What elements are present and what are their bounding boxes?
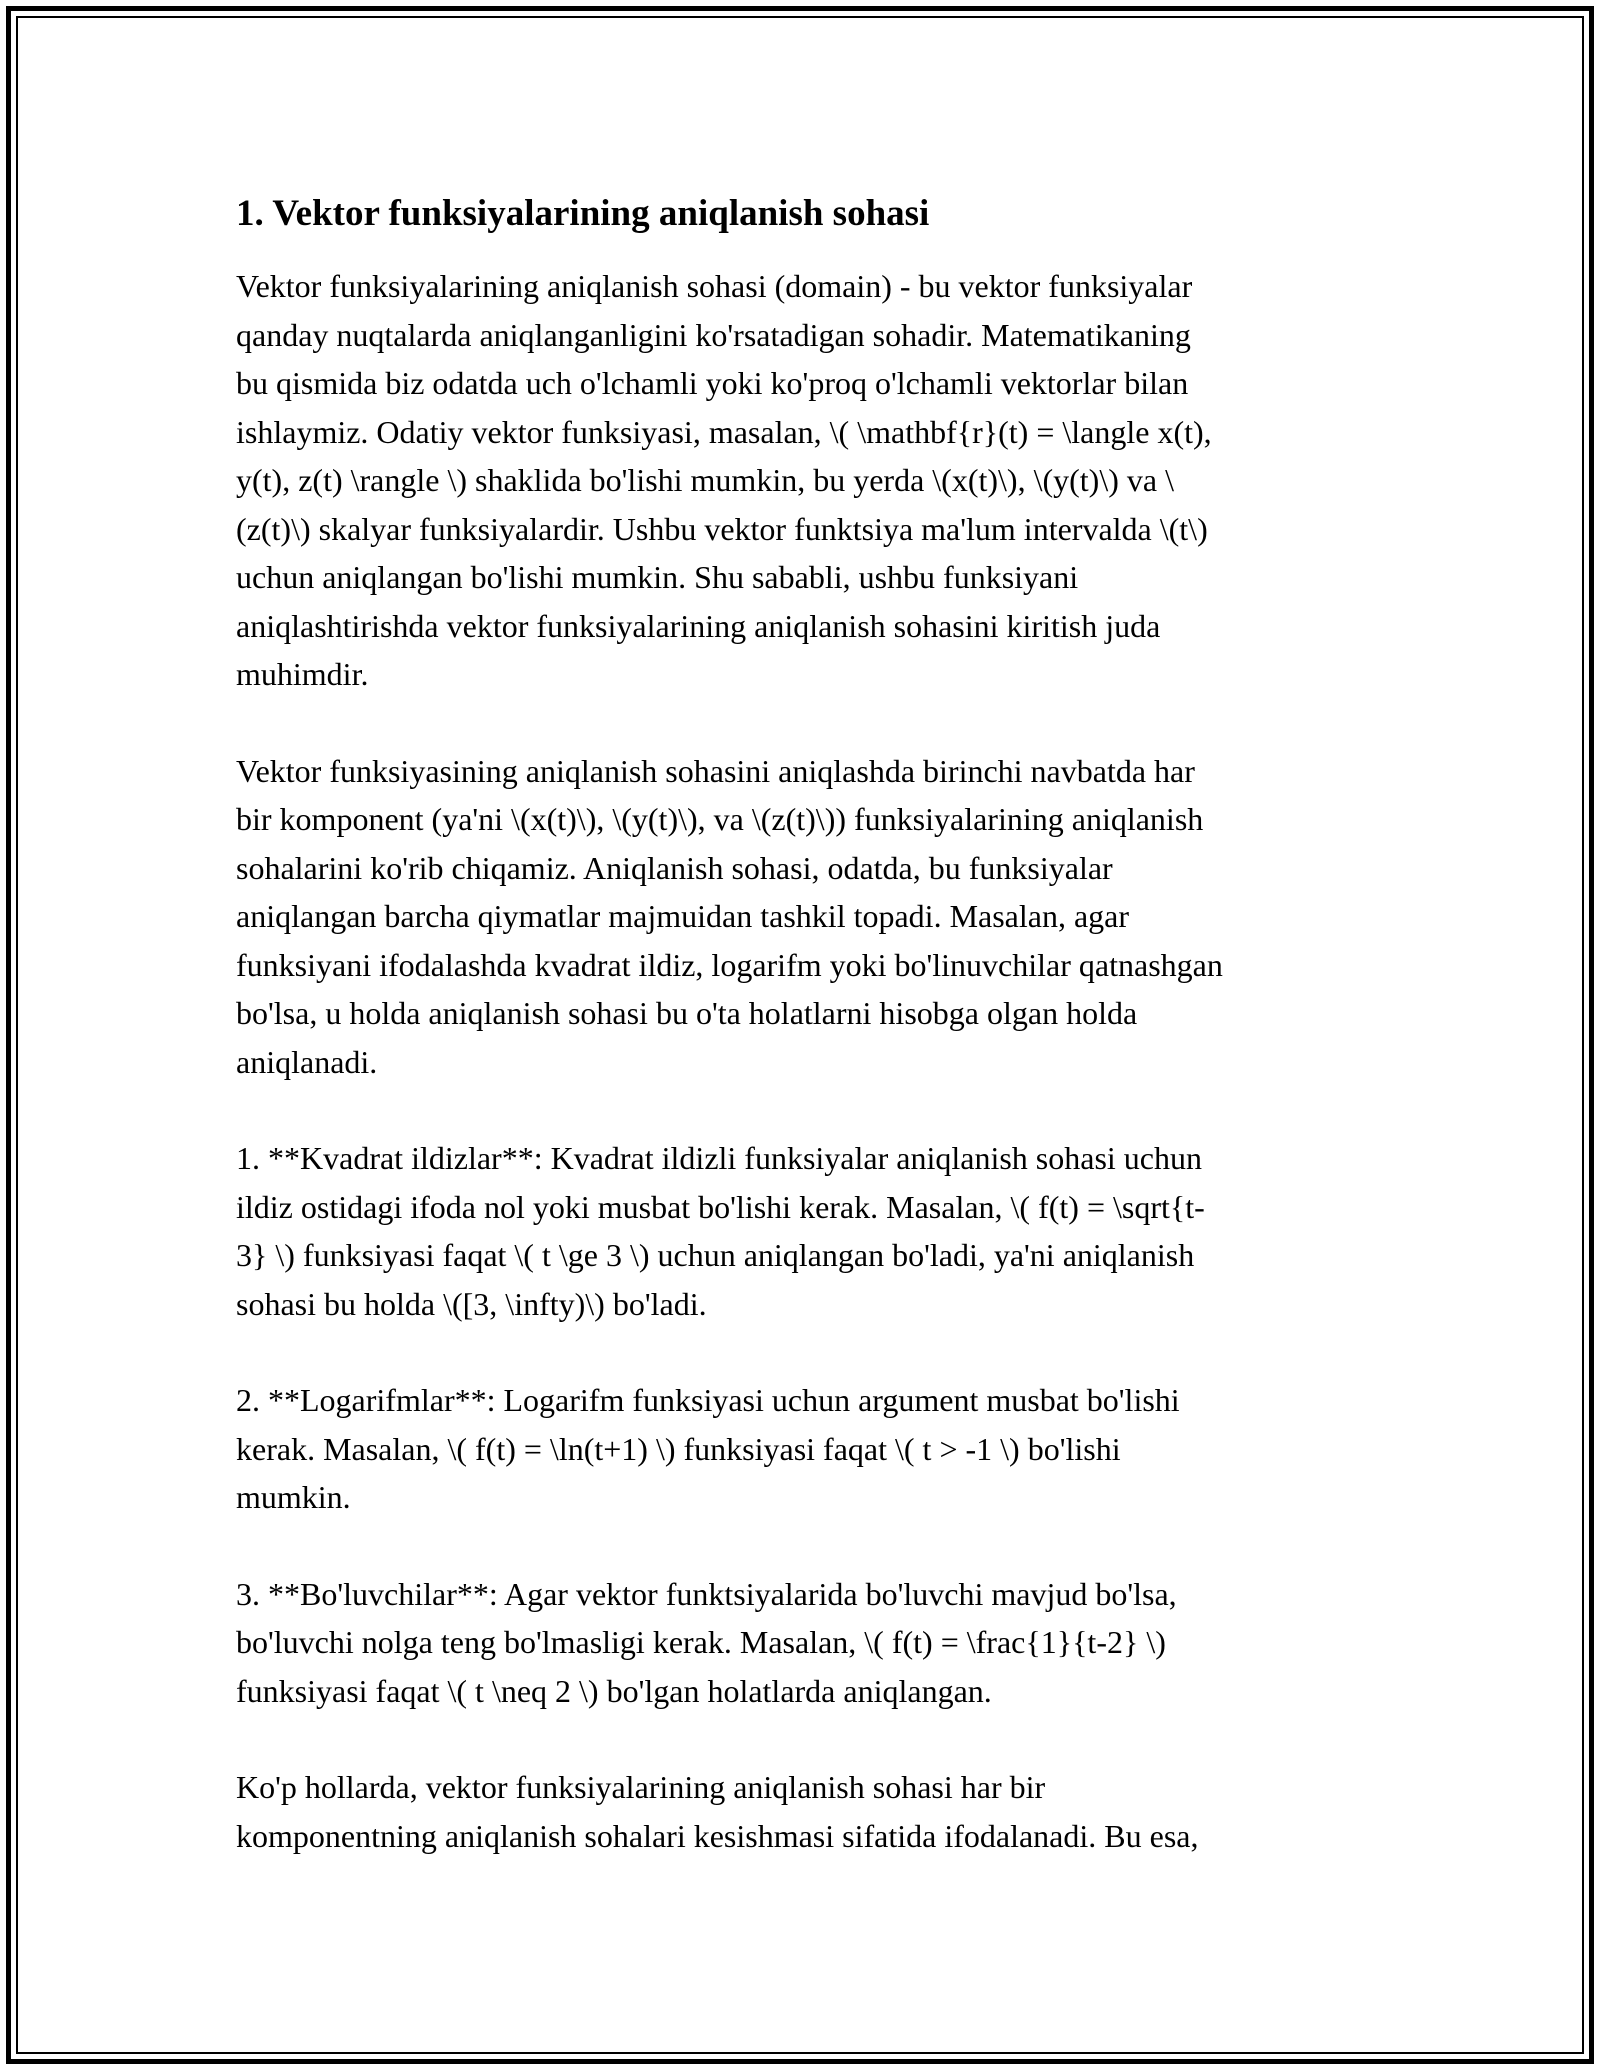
paragraph-line: 2. **Logarifmlar**: Logarifm funksiyasi uchun argument musbat bo'lishi (236, 1382, 1180, 1418)
paragraph-line: ildiz ostidagi ifoda nol yoki musbat bo'lishi kerak. Masalan, \( f(t) = \sqrt{t- (236, 1188, 1205, 1225)
paragraph-line: funksiyani ifodalashda kvadrat ildiz, logarifm yoki bo'linuvchilar qatnashgan (236, 946, 1223, 983)
paragraph-line: Ko'p hollarda, vektor funksiyalarining aniqlanish sohasi har bir (236, 1769, 1046, 1805)
paragraph-line: aniqlangan barcha qiymatlar majmuidan tashkil topadi. Masalan, agar (236, 898, 1130, 934)
paragraph-line: mumkin. (236, 1479, 351, 1515)
paragraph-line: Vektor funksiyasining aniqlanish sohasini aniqlashda birinchi navbatda har (236, 752, 1195, 789)
paragraph-line: (z(t)\) skalyar funksiyalardir. Ushbu vektor funktsiya ma'lum intervalda \(t\) (236, 510, 1208, 547)
paragraph-line: sohalarini ko'rib chiqamiz. Aniqlanish sohasi, odatda, bu funksiyalar (236, 849, 1113, 886)
paragraph-line: bu qismida biz odatda uch o'lchamli yoki ko'proq o'lchamli vektorlar bilan (236, 365, 1189, 401)
paragraph-list (236, 262, 1366, 1860)
paragraph-line: 1. **Kvadrat ildizlar**: Kvadrat ildizli funksiyalar aniqlanish sohasi uchun (236, 1140, 1202, 1176)
document-body (236, 188, 1366, 1908)
paragraph-line: muhimdir. (236, 656, 369, 692)
paragraph-line: Vektor funksiyalarining aniqlanish sohasi (domain) - bu vektor funksiyalar (236, 268, 1193, 304)
paragraph-line: aniqlashtirishda vektor funksiyalarining aniqlanish sohasini kiritish juda (236, 607, 1161, 644)
paragraph (236, 262, 1366, 699)
paragraph (236, 1376, 1366, 1522)
paragraph-line: 3. **Bo'luvchilar**: Agar vektor funktsiyalarida bo'luvchi mavjud bo'lsa, (236, 1575, 1177, 1612)
paragraph (236, 1570, 1366, 1716)
paragraph-line: aniqlanadi. (236, 1043, 378, 1080)
paragraph-line: uchun aniqlangan bo'lishi mumkin. Shu sababli, ushbu funksiyani (236, 559, 1079, 595)
paragraph-line: bo'lsa, u holda aniqlanish sohasi bu o'ta holatlarni hisobga olgan holda (236, 995, 1138, 1031)
paragraph-line: bo'luvchi nolga teng bo'lmasligi kerak. Masalan, \( f(t) = \frac{1}{t-2} \) (236, 1624, 1166, 1660)
paragraph-line: y(t), z(t) \rangle \) shaklida bo'lishi mumkin, bu yerda \(x(t)\), \(y(t)\) va \ (236, 462, 1174, 498)
paragraph-line: bir komponent (ya'ni \(x(t)\), \(y(t)\), va \(z(t)\)) funksiyalarining aniqlanish (236, 801, 1204, 837)
paragraph-line: kerak. Masalan, \( f(t) = \ln(t+1) \) funksiyasi faqat \( t > -1 \) bo'lishi (236, 1430, 1121, 1467)
paragraph (236, 1763, 1366, 1860)
paragraph-line: 3} \) funksiyasi faqat \( t \ge 3 \) uchun aniqlangan bo'ladi, ya'ni aniqlanish (236, 1237, 1195, 1273)
paragraph-line: funksiyasi faqat \( t \neq 2 \) bo'lgan holatlarda aniqlangan. (236, 1672, 992, 1709)
paragraph (236, 1134, 1366, 1328)
paragraph (236, 747, 1366, 1087)
paragraph-line: qanday nuqtalarda aniqlanganligini ko'rsatadigan sohadir. Matematikaning (236, 316, 1191, 353)
section-heading: 1. Vektor funksiyalarining aniqlanish sohasi (236, 193, 930, 234)
paragraph-line: komponentning aniqlanish sohalari kesishmasi sifatida ifodalanadi. Bu esa, (236, 1817, 1199, 1854)
paragraph-line: ishlaymiz. Odatiy vektor funksiyasi, masalan, \( \mathbf{r}(t) = \langle x(t), (236, 413, 1212, 450)
paragraph-line: sohasi bu holda \([3, \infty)\) bo'ladi. (236, 1285, 707, 1322)
